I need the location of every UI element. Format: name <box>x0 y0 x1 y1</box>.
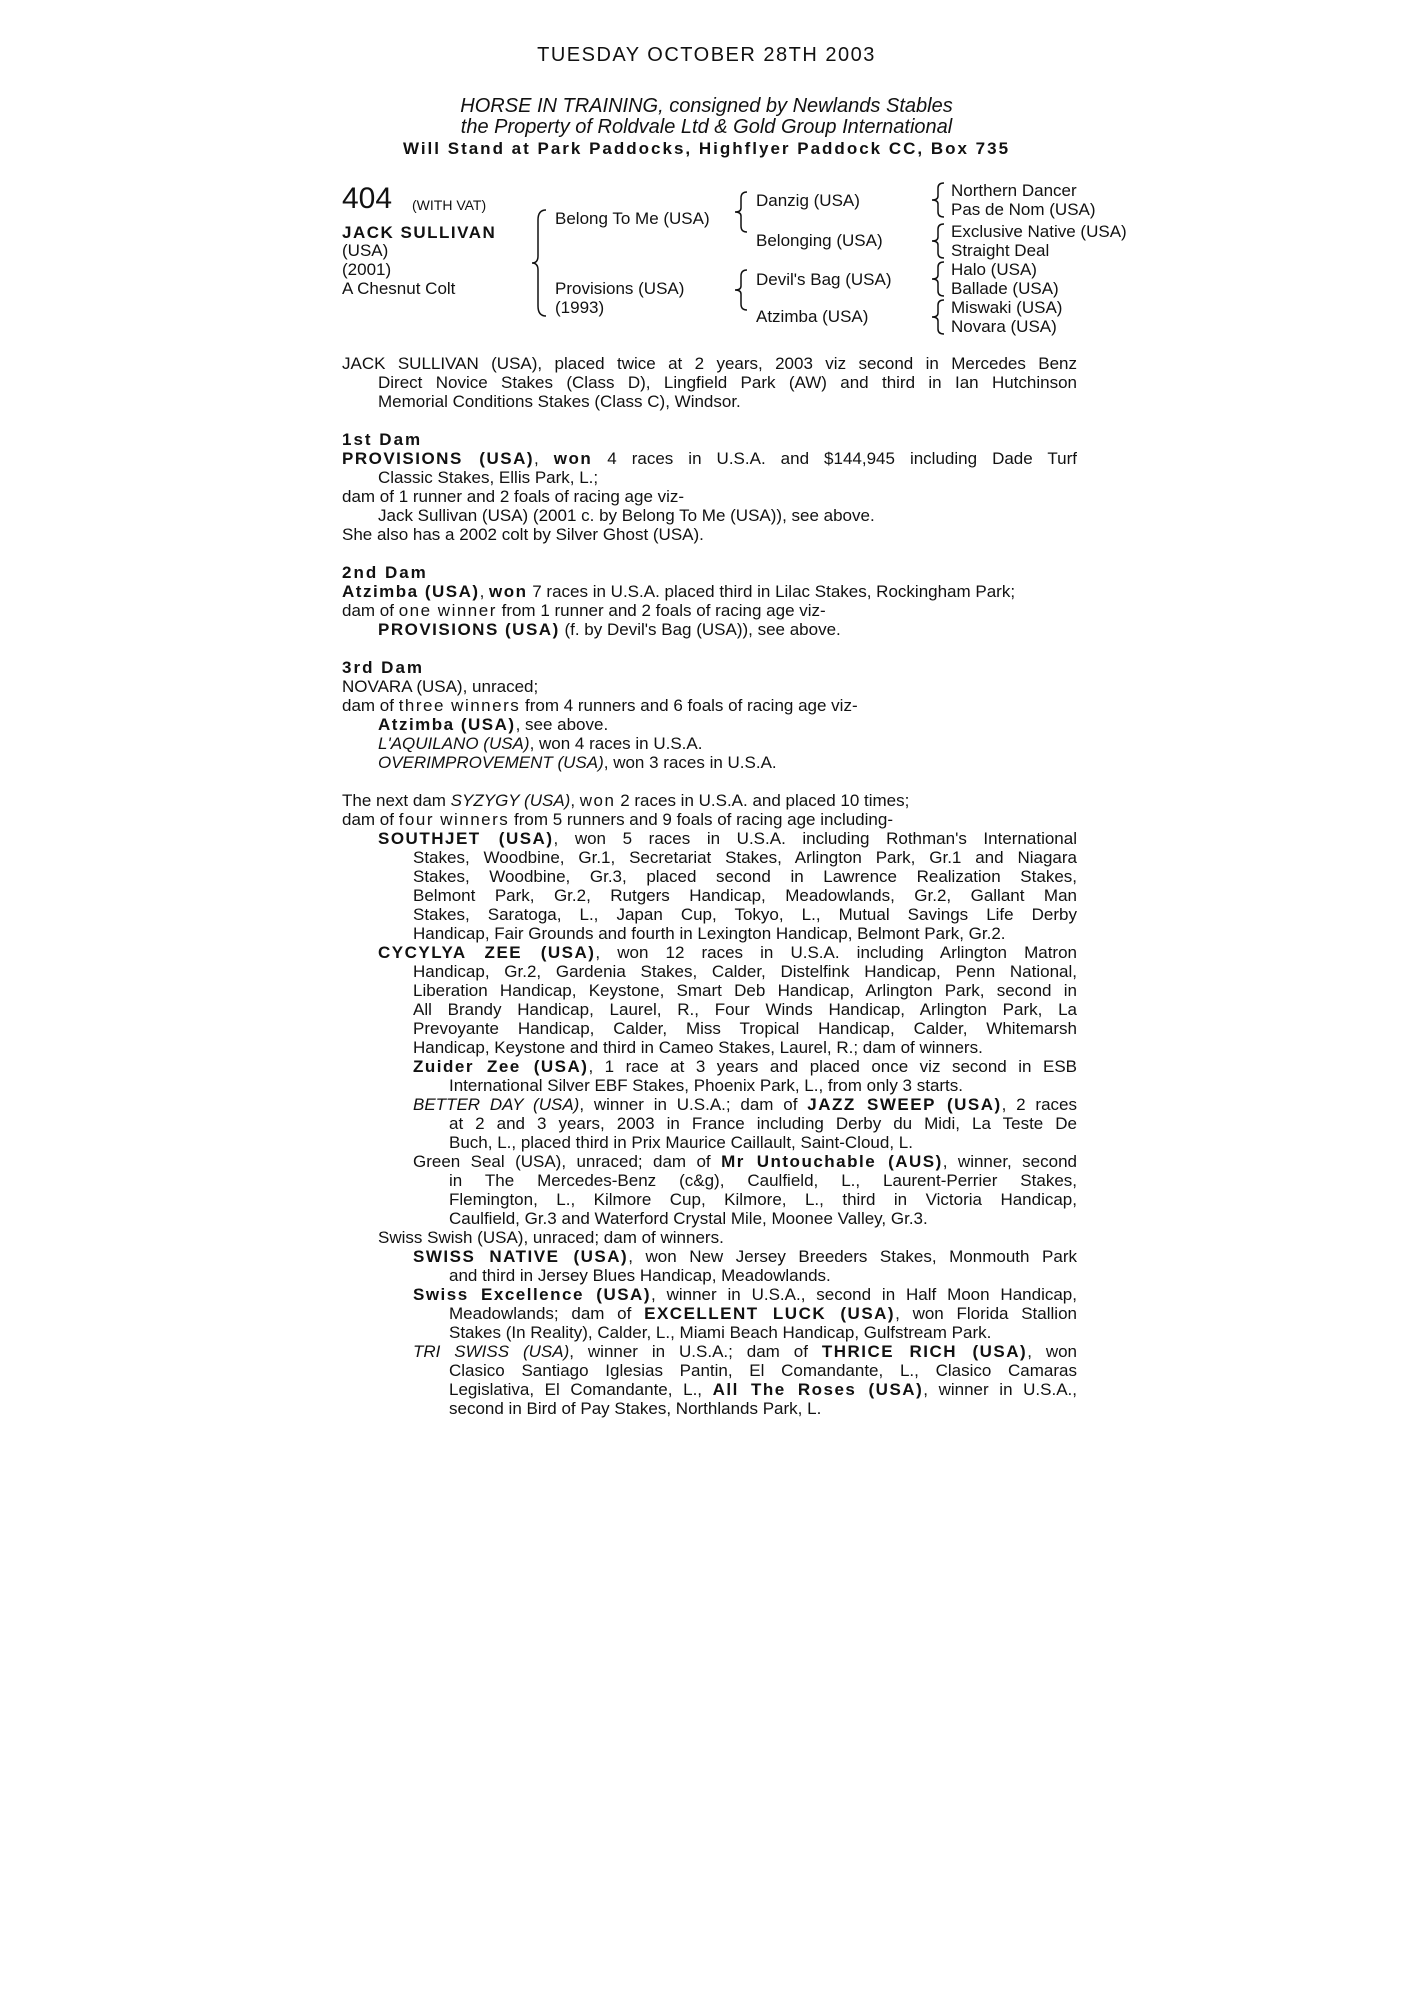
text-line: Meadowlands; dam of EXCELLENT LUCK (USA), won Florida Stallion <box>449 1304 1077 1323</box>
text-line: Swiss Excellence (USA), winner in U.S.A., second in Half Moon Handicap, <box>413 1285 1077 1304</box>
consignment-line-1: HORSE IN TRAINING, consigned by Newlands Stables <box>460 95 953 117</box>
horse-name: Swiss Excellence (USA) <box>413 1285 651 1304</box>
horse-name: PROVISIONS (USA) <box>342 449 535 468</box>
text-line: Memorial Conditions Stakes (Class C), Windsor. <box>378 392 741 411</box>
horse-name: Atzimba (USA) <box>378 715 516 734</box>
text-line: Prevoyante Handicap, Calder, Miss Tropical Handicap, Calder, Whitemarsh <box>413 1019 1077 1038</box>
pedigree-dam-year: (1993) <box>555 298 605 317</box>
pedigree-sire-dam: Belonging (USA) <box>756 231 883 250</box>
consignment-line-2: the Property of Roldvale Ltd & Gold Group International <box>460 116 953 138</box>
text-line: TRI SWISS (USA), winner in U.S.A.; dam of THRICE RICH (USA), won <box>413 1342 1078 1361</box>
pedigree-dam: Provisions (USA) <box>555 279 685 298</box>
text-line: OVERIMPROVEMENT (USA), won 3 races in U.S.A. <box>378 753 777 772</box>
pedigree-gen3: Northern Dancer <box>951 181 1077 200</box>
pedigree-gen3: Ballade (USA) <box>951 279 1059 298</box>
text-line: Liberation Handicap, Keystone, Smart Deb Handicap, Arlington Park, second in <box>413 981 1077 1000</box>
pedigree-brace-danzig <box>930 181 948 219</box>
horse-name: Zuider Zee (USA) <box>413 1057 589 1076</box>
text-line: Swiss Swish (USA), unraced; dam of winners. <box>378 1228 724 1247</box>
text-line: Green Seal (USA), unraced; dam of Mr Untouchable (AUS), winner, second <box>413 1152 1077 1171</box>
text-line: JACK SULLIVAN (USA), placed twice at 2 years, 2003 viz second in Mercedes Benz <box>342 354 1077 373</box>
text-line: Handicap, Fair Grounds and fourth in Lexington Handicap, Belmont Park, Gr.2. <box>413 924 1006 943</box>
text-line: Stakes, Saratoga, L., Japan Cup, Tokyo, L., Mutual Savings Life Derby <box>413 905 1077 924</box>
pedigree-gen3: Straight Deal <box>951 241 1050 260</box>
second-dam-section <box>342 563 1077 639</box>
text-line: SOUTHJET (USA), won 5 races in U.S.A. including Rothman's International <box>378 829 1077 848</box>
horse-name: EXCELLENT LUCK (USA) <box>644 1304 896 1323</box>
pedigree-gen3: Exclusive Native (USA) <box>951 222 1127 241</box>
text-line: second in Bird of Pay Stakes, Northlands Park, L. <box>449 1399 822 1418</box>
horse-name: BETTER DAY (USA) <box>413 1095 580 1114</box>
horse-name: JACK SULLIVAN <box>342 223 497 242</box>
horse-name: Atzimba (USA) <box>342 582 480 601</box>
text-line: dam of three winners from 4 runners and 6 foals of racing age viz- <box>342 696 858 715</box>
horse-origin: (USA) <box>342 241 389 260</box>
text-line: PROVISIONS (USA) (f. by Devil's Bag (USA)), see above. <box>378 620 841 639</box>
text-line: PROVISIONS (USA), won 4 races in U.S.A. and $144,945 including Dade Turf <box>342 449 1077 468</box>
horse-name: L'AQUILANO (USA) <box>378 734 530 753</box>
pedigree-gen3: Novara (USA) <box>951 317 1057 336</box>
won-word: won <box>553 449 593 468</box>
horse-name: SYZYGY (USA) <box>450 791 571 810</box>
text-line: She also has a 2002 colt by Silver Ghost (USA). <box>342 525 704 544</box>
text-line: Classic Stakes, Ellis Park, L.; <box>378 468 599 487</box>
pedigree-gen3: Miswaki (USA) <box>951 298 1063 317</box>
text-line: at 2 and 3 years, 2003 in France including Derby du Midi, La Teste De <box>449 1114 1077 1133</box>
text-line: and third in Jersey Blues Handicap, Meadowlands. <box>449 1266 831 1285</box>
horse-description: A Chesnut Colt <box>342 279 456 298</box>
text-line: Stakes (In Reality), Calder, L., Miami Beach Handicap, Gulfstream Park. <box>449 1323 992 1342</box>
horse-name: All The Roses (USA) <box>712 1380 924 1399</box>
horse-name: JAZZ SWEEP (USA) <box>807 1095 1002 1114</box>
won-word: won <box>489 582 528 601</box>
pedigree-brace-main <box>530 208 550 318</box>
text-line: NOVARA (USA), unraced; <box>342 677 539 696</box>
section-heading: 1st Dam <box>342 430 423 449</box>
horse-name: Mr Untouchable (AUS) <box>721 1152 943 1171</box>
first-dam-section <box>342 430 1077 544</box>
text-line: SWISS NATIVE (USA), won New Jersey Breeders Stakes, Monmouth Park <box>413 1247 1077 1266</box>
section-heading: 2nd Dam <box>342 563 428 582</box>
text-line: CYCYLYA ZEE (USA), won 12 races in U.S.A. including Arlington Matron <box>378 943 1077 962</box>
text-line: Flemington, L., Kilmore Cup, Kilmore, L., third in Victoria Handicap, <box>449 1190 1077 1209</box>
text-line: BETTER DAY (USA), winner in U.S.A.; dam of JAZZ SWEEP (USA), 2 races <box>413 1095 1077 1114</box>
pedigree-brace-sire <box>733 190 751 234</box>
horse-name: THRICE RICH (USA) <box>821 1342 1028 1361</box>
text-line: Buch, L., placed third in Prix Maurice Caillault, Saint-Cloud, L. <box>449 1133 913 1152</box>
pedigree-dam-sire: Devil's Bag (USA) <box>756 270 892 289</box>
won-word: won <box>579 791 616 810</box>
text-line: Handicap, Gr.2, Gardenia Stakes, Calder, Distelfink Handicap, Penn National, <box>413 962 1077 981</box>
text-line: Stakes, Woodbine, Gr.1, Secretariat Stakes, Arlington Park, Gr.1 and Niagara <box>413 848 1077 867</box>
text-line: L'AQUILANO (USA), won 4 races in U.S.A. <box>378 734 703 753</box>
horse-name: CYCYLYA ZEE (USA) <box>378 943 596 962</box>
race-record-paragraph <box>342 354 1077 411</box>
text-line: Atzimba (USA), won 7 races in U.S.A. placed third in Lilac Stakes, Rockingham Park; <box>342 582 1016 601</box>
pedigree-brace-belonging <box>930 222 948 260</box>
horse-name: OVERIMPROVEMENT (USA) <box>378 753 604 772</box>
horse-name: SWISS NATIVE (USA) <box>413 1247 629 1266</box>
stand-line: Will Stand at Park Paddocks, Highflyer Paddock CC, Box 735 <box>402 139 1011 158</box>
lot-number: 404 <box>342 182 393 215</box>
text-line: The next dam SYZYGY (USA), won 2 races in U.S.A. and placed 10 times; <box>342 791 910 810</box>
horse-name: TRI SWISS (USA) <box>413 1342 570 1361</box>
pedigree-gen3: Halo (USA) <box>951 260 1037 279</box>
text-line: All Brandy Handicap, Laurel, R., Four Winds Handicap, Arlington Park, La <box>413 1000 1077 1019</box>
pedigree-gen3: Pas de Nom (USA) <box>951 200 1096 219</box>
winners-count: one winner <box>398 601 497 620</box>
text-line: International Silver EBF Stakes, Phoenix Park, L., from only 3 starts. <box>449 1076 964 1095</box>
text-line: in The Mercedes-Benz (c&g), Caulfield, L., Laurent-Perrier Stakes, <box>449 1171 1077 1190</box>
third-dam-section <box>342 658 1077 772</box>
text-line: Belmont Park, Gr.2, Rutgers Handicap, Meadowlands, Gr.2, Gallant Man <box>413 886 1077 905</box>
pedigree-brace-devils-bag <box>930 260 948 298</box>
sale-date: TUESDAY OCTOBER 28TH 2003 <box>537 44 876 66</box>
text-line: dam of 1 runner and 2 foals of racing age viz- <box>342 487 685 506</box>
pedigree-brace-atzimba <box>930 298 948 336</box>
text-line: Handicap, Keystone and third in Cameo Stakes, Laurel, R.; dam of winners. <box>413 1038 983 1057</box>
text-line: Stakes, Woodbine, Gr.3, placed second in Lawrence Realization Stakes, <box>413 867 1077 886</box>
horse-name: SOUTHJET (USA) <box>378 829 554 848</box>
lot-vat: (WITH VAT) <box>412 197 487 213</box>
text-line: Clasico Santiago Iglesias Pantin, El Comandante, L., Clasico Camaras <box>449 1361 1077 1380</box>
pedigree-dam-dam: Atzimba (USA) <box>756 307 869 326</box>
text-line: Legislativa, El Comandante, L., All The Roses (USA), winner in U.S.A., <box>449 1380 1077 1399</box>
horse-name: PROVISIONS (USA) <box>378 620 560 639</box>
next-dam-section <box>342 791 1077 1418</box>
section-heading: 3rd Dam <box>342 658 425 677</box>
pedigree-sire-sire: Danzig (USA) <box>756 191 860 210</box>
text-line: Jack Sullivan (USA) (2001 c. by Belong To Me (USA)), see above. <box>378 506 875 525</box>
winners-count: three winners <box>398 696 521 715</box>
text-line: Direct Novice Stakes (Class D), Lingfield Park (AW) and third in Ian Hutchinson <box>378 373 1077 392</box>
text-line: dam of one winner from 1 runner and 2 foals of racing age viz- <box>342 601 826 620</box>
text-line: Zuider Zee (USA), 1 race at 3 years and placed once viz second in ESB <box>413 1057 1078 1076</box>
text-line: Atzimba (USA), see above. <box>378 715 609 734</box>
winners-count: four winners <box>398 810 510 829</box>
horse-year: (2001) <box>342 260 392 279</box>
text-line: dam of four winners from 5 runners and 9 foals of racing age including- <box>342 810 893 829</box>
pedigree-brace-dam <box>733 268 751 312</box>
pedigree-sire: Belong To Me (USA) <box>555 209 710 228</box>
text-line: Caulfield, Gr.3 and Waterford Crystal Mile, Moonee Valley, Gr.3. <box>449 1209 928 1228</box>
